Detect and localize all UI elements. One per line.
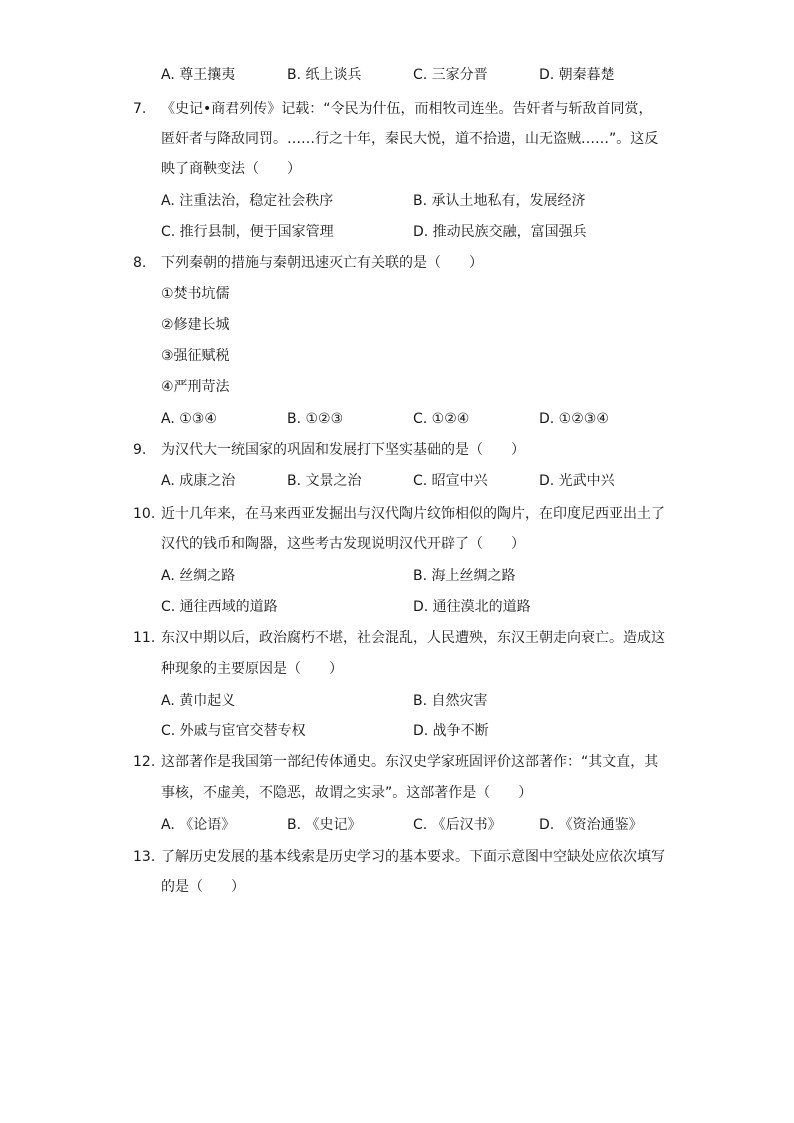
option-c: C. 推行县制，便于国家管理	[161, 224, 334, 240]
question-text-line: 下列秦朝的措施与秦朝迅速灭亡有关联的是（ ）	[161, 255, 483, 271]
question-text-line: 这部著作是我国第一部纪传体通史。东汉史学家班固评价这部著作：“其文直，其	[161, 754, 659, 770]
question-number: 13.	[133, 849, 156, 865]
question-number: 11.	[133, 630, 156, 646]
option-b: B. 海上丝绸之路	[413, 568, 516, 584]
question-text-line: 东汉中期以后，政治腐朽不堪，社会混乱，人民遭殃，东汉王朝走向衰亡。造成这	[161, 630, 665, 646]
option-a: A. ①③④	[161, 411, 217, 427]
list-item: ③强征赋税	[161, 348, 230, 364]
question-text-line: 的是（ ）	[161, 879, 245, 895]
option-c: C. 三家分晋	[413, 67, 488, 83]
question-text-line: 事核，不虚美，不隐恶，故谓之实录”。这部著作是（ ）	[161, 785, 533, 801]
question-text-line: 了解历史发展的基本线索是历史学习的基本要求。下面示意图中空缺处应依次填写	[161, 849, 665, 865]
list-item: ①焚书坑儒	[161, 286, 230, 302]
option-b: B. 《史记》	[287, 817, 362, 833]
question-number: 9.	[133, 442, 147, 458]
option-d: D. 战争不断	[413, 723, 489, 739]
question-text-line: 种现象的主要原因是（ ）	[161, 661, 343, 677]
list-item: ②修建长城	[161, 317, 230, 333]
list-item: ④严刑苛法	[161, 379, 230, 395]
option-b: B. 自然灾害	[413, 693, 488, 709]
question-text-line: 近十几年来，在马来西亚发掘出与汉代陶片纹饰相似的陶片，在印度尼西亚出土了	[161, 506, 665, 522]
question-number: 7.	[133, 101, 147, 117]
option-b: B. 文景之治	[287, 473, 362, 489]
option-a: A. 《论语》	[161, 817, 236, 833]
option-d: D. ①②③④	[539, 411, 609, 427]
option-a: A. 注重法治，稳定社会秩序	[161, 193, 334, 209]
option-a: A. 尊王攘夷	[161, 67, 236, 83]
option-b: B. 纸上谈兵	[287, 67, 362, 83]
option-d: D. 推动民族交融，富国强兵	[413, 224, 587, 240]
option-b: B. ①②③	[287, 411, 344, 427]
option-c: C. ①②④	[413, 411, 470, 427]
option-d: D. 朝秦暮楚	[539, 67, 615, 83]
option-d: D. 通往漠北的道路	[413, 599, 531, 615]
question-number: 12.	[133, 754, 156, 770]
option-b: B. 承认土地私有，发展经济	[413, 193, 586, 209]
question-text-line: 汉代的钱币和陶器，这些考古发现说明汉代开辟了（ ）	[161, 536, 525, 552]
question-number: 8.	[133, 255, 147, 271]
option-c: C. 通往西域的道路	[161, 599, 278, 615]
question-text-line: 《史记•商君列传》记载：“令民为什伍，而相牧司连坐。告奸者与斩敌首同赏，	[161, 101, 653, 117]
question-text-line: 映了商鞅变法（ ）	[161, 161, 301, 177]
option-c: C. 昭宣中兴	[413, 473, 488, 489]
option-d: D. 《资治通鉴》	[539, 817, 643, 833]
option-d: D. 光武中兴	[539, 473, 615, 489]
option-a: A. 成康之治	[161, 473, 236, 489]
option-a: A. 黄巾起义	[161, 693, 236, 709]
question-text-line: 匿奸者与降敌同罚。……行之十年，秦民大悦，道不拾遗，山无盗贼……”。这反	[161, 131, 659, 147]
option-c: C. 《后汉书》	[413, 817, 502, 833]
question-number: 10.	[133, 506, 156, 522]
option-c: C. 外戚与宦官交替专权	[161, 723, 306, 739]
option-a: A. 丝绸之路	[161, 568, 236, 584]
question-text-line: 为汉代大一统国家的巩固和发展打下坚实基础的是（ ）	[161, 442, 525, 458]
